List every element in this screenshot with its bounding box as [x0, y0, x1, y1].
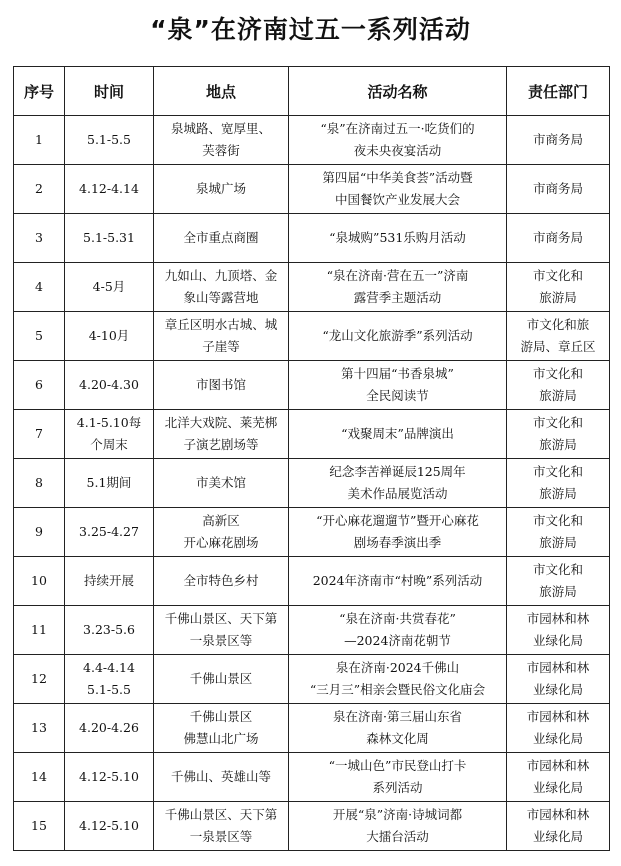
- time-cell-line: 4.1-5.10每: [76, 415, 142, 430]
- activity-cell: [289, 508, 507, 557]
- department-cell-line: 旅游局: [539, 535, 577, 550]
- department-cell: [507, 312, 610, 361]
- department-cell: [507, 655, 610, 704]
- activity-table: [13, 66, 610, 851]
- place-cell: [154, 214, 289, 263]
- table-row: [14, 459, 610, 508]
- activity-cell-line: “泉在济南·共赏春花”: [339, 611, 456, 626]
- activity-cell-line: 开展“泉”济南·诗城词都: [332, 807, 463, 822]
- activity-cell-line: 大擂台活动: [366, 829, 429, 844]
- place-cell-line: 象山等露营地: [183, 290, 259, 305]
- place-cell-line: 泉城广场: [195, 181, 246, 196]
- activity-cell: [289, 263, 507, 312]
- place-cell-line: 章丘区明水古城、城: [164, 317, 278, 332]
- serial-cell: 9: [14, 508, 65, 557]
- serial-cell: 5: [14, 312, 65, 361]
- activity-cell-line: 全民阅读节: [366, 388, 429, 403]
- activity-cell: [289, 116, 507, 165]
- department-cell: [507, 263, 610, 312]
- time-cell-line: 4.12-5.10: [79, 818, 139, 833]
- time-cell: [65, 508, 154, 557]
- place-cell: [154, 606, 289, 655]
- serial-cell: 8: [14, 459, 65, 508]
- place-cell: [154, 557, 289, 606]
- place-cell: [154, 361, 289, 410]
- activity-cell-line: “三月三”相亲会暨民俗文化庙会: [309, 682, 486, 697]
- serial-cell: 12: [14, 655, 65, 704]
- serial-cell: 10: [14, 557, 65, 606]
- department-cell: [507, 410, 610, 459]
- place-cell: [154, 655, 289, 704]
- table-row: [14, 214, 610, 263]
- activity-cell-line: 第四届“中华美食荟”活动暨: [322, 170, 473, 185]
- activity-cell: [289, 165, 507, 214]
- activity-cell-line: —2024济南花朝节: [344, 633, 451, 648]
- activity-cell-line: “泉在济南·营在五一”济南: [326, 268, 469, 283]
- activity-cell-line: “泉”在济南过五一·吃货们的: [320, 121, 475, 136]
- serial-cell: 1: [14, 116, 65, 165]
- table-header-row: [14, 67, 610, 116]
- time-cell: [65, 165, 154, 214]
- table-row: [14, 557, 610, 606]
- department-cell: [507, 214, 610, 263]
- place-cell: [154, 704, 289, 753]
- table-row: [14, 753, 610, 802]
- time-cell-line: 4-5月: [92, 279, 126, 294]
- activity-cell-line: 美术作品展览活动: [347, 486, 448, 501]
- place-cell: [154, 410, 289, 459]
- place-cell-line: 佛慧山北广场: [183, 731, 259, 746]
- table-row: [14, 165, 610, 214]
- department-cell: [507, 802, 610, 851]
- activity-cell-line: 露营季主题活动: [353, 290, 442, 305]
- department-cell-line: 旅游局: [539, 584, 577, 599]
- activity-cell: [289, 410, 507, 459]
- time-cell-line: 持续开展: [83, 573, 134, 588]
- department-cell: [507, 165, 610, 214]
- place-cell: [154, 802, 289, 851]
- time-cell-line: 4-10月: [88, 328, 130, 343]
- time-cell-line: 3.23-5.6: [83, 622, 135, 637]
- department-cell-line: 旅游局: [539, 290, 577, 305]
- place-cell: [154, 312, 289, 361]
- serial-cell: 13: [14, 704, 65, 753]
- activity-cell-line: “一城山色”市民登山打卡: [328, 758, 467, 773]
- place-cell: [154, 165, 289, 214]
- serial-cell: 7: [14, 410, 65, 459]
- time-cell-line: 4.20-4.30: [79, 377, 139, 392]
- place-cell-line: 千佛山景区: [189, 709, 253, 724]
- department-cell-line: 市文化和: [532, 513, 583, 528]
- place-cell: [154, 459, 289, 508]
- time-cell-line: 5.1-5.31: [83, 230, 135, 245]
- serial-cell: 15: [14, 802, 65, 851]
- time-cell: [65, 312, 154, 361]
- activity-cell: [289, 753, 507, 802]
- place-cell-line: 千佛山景区、天下第: [164, 611, 278, 626]
- table-row: [14, 704, 610, 753]
- department-cell: [507, 557, 610, 606]
- activity-cell-line: 剧场春季演出季: [353, 535, 442, 550]
- department-cell: [507, 361, 610, 410]
- time-cell: [65, 557, 154, 606]
- table-row: [14, 655, 610, 704]
- table-row: [14, 312, 610, 361]
- activity-cell: [289, 312, 507, 361]
- activity-cell-line: “开心麻花遛遛节”暨开心麻花: [316, 513, 479, 528]
- place-cell-line: 市图书馆: [195, 377, 246, 392]
- department-cell-line: 市文化和: [532, 562, 583, 577]
- time-cell-line: 5.1期间: [86, 475, 132, 490]
- table-row: [14, 116, 610, 165]
- table-row: [14, 508, 610, 557]
- time-cell: [65, 410, 154, 459]
- place-cell: [154, 508, 289, 557]
- place-cell-line: 九如山、九顶塔、金: [164, 268, 278, 283]
- place-cell: [154, 753, 289, 802]
- activity-cell-line: 夜未央夜宴活动: [353, 143, 442, 158]
- place-cell-line: 一泉景区等: [189, 829, 253, 844]
- place-cell-line: 全市重点商圈: [183, 230, 259, 245]
- place-cell-line: 泉城路、宽厚里、: [170, 121, 271, 136]
- table-row: [14, 263, 610, 312]
- table-row: [14, 802, 610, 851]
- department-cell-line: 旅游局: [539, 437, 577, 452]
- page-title: “泉”在济南过五一系列活动: [150, 15, 471, 44]
- serial-cell: 6: [14, 361, 65, 410]
- place-cell-line: 子崖等: [202, 339, 240, 354]
- place-cell-line: 一泉景区等: [189, 633, 253, 648]
- time-cell: [65, 116, 154, 165]
- serial-cell: 14: [14, 753, 65, 802]
- table-row: [14, 361, 610, 410]
- activity-cell-line: 第十四届“书香泉城”: [341, 366, 454, 381]
- department-cell: [507, 704, 610, 753]
- time-cell-line: 4.20-4.26: [79, 720, 139, 735]
- serial-cell: 4: [14, 263, 65, 312]
- department-cell-line: 业绿化局: [532, 682, 583, 697]
- activity-cell-line: 2024年济南市“村晚”系列活动: [312, 573, 483, 588]
- activity-cell: [289, 361, 507, 410]
- activity-cell: [289, 459, 507, 508]
- department-cell-line: 市文化和: [532, 415, 583, 430]
- time-cell: [65, 704, 154, 753]
- table-row: [14, 410, 610, 459]
- department-cell-line: 业绿化局: [532, 829, 583, 844]
- time-cell-line: 个周末: [90, 437, 128, 452]
- time-cell-line: 3.25-4.27: [79, 524, 139, 539]
- department-cell: [507, 116, 610, 165]
- place-cell: [154, 116, 289, 165]
- header-place: 地点: [154, 67, 289, 116]
- department-cell-line: 市园林和林: [526, 709, 590, 724]
- time-cell: [65, 263, 154, 312]
- activity-cell-line: “龙山文化旅游季”系列活动: [322, 328, 473, 343]
- place-cell-line: 子演艺剧场等: [183, 437, 259, 452]
- activity-cell: [289, 802, 507, 851]
- place-cell-line: 千佛山、英雄山等: [170, 769, 271, 784]
- department-cell-line: 市商务局: [532, 230, 583, 245]
- activity-cell: [289, 606, 507, 655]
- activity-cell-line: “戏聚周末”品牌演出: [341, 426, 454, 441]
- time-cell: [65, 459, 154, 508]
- activity-cell-line: 泉在济南·2024千佛山: [335, 660, 460, 675]
- time-cell: [65, 753, 154, 802]
- serial-cell: 3: [14, 214, 65, 263]
- activity-cell-line: 泉在济南·第三届山东省: [333, 709, 462, 724]
- department-cell-line: 市园林和林: [526, 660, 590, 675]
- department-cell-line: 市文化和: [532, 366, 583, 381]
- place-cell-line: 千佛山景区: [189, 671, 253, 686]
- table-body: [14, 116, 610, 851]
- activity-cell: [289, 704, 507, 753]
- time-cell-line: 5.1-5.5: [87, 682, 131, 697]
- header-time: 时间: [65, 67, 154, 116]
- department-cell-line: 游局、章丘区: [520, 339, 596, 354]
- time-cell-line: 5.1-5.5: [87, 132, 131, 147]
- department-cell: [507, 508, 610, 557]
- table-row: [14, 606, 610, 655]
- time-cell: [65, 655, 154, 704]
- time-cell: [65, 606, 154, 655]
- department-cell-line: 业绿化局: [532, 633, 583, 648]
- header-activity: 活动名称: [289, 67, 507, 116]
- place-cell: [154, 263, 289, 312]
- serial-cell: 11: [14, 606, 65, 655]
- department-cell: [507, 753, 610, 802]
- time-cell-line: 4.12-5.10: [79, 769, 139, 784]
- activity-cell-line: 纪念李苦禅诞辰125周年: [329, 464, 466, 479]
- activity-cell-line: 森林文化周: [366, 731, 429, 746]
- time-cell-line: 4.12-4.14: [79, 181, 139, 196]
- department-cell-line: 市商务局: [532, 181, 583, 196]
- time-cell: [65, 214, 154, 263]
- department-cell-line: 业绿化局: [532, 780, 583, 795]
- place-cell-line: 开心麻花剧场: [183, 535, 259, 550]
- department-cell-line: 市园林和林: [526, 807, 590, 822]
- activity-cell-line: “泉城购”531乐购月活动: [329, 230, 466, 245]
- place-cell-line: 芙蓉街: [202, 143, 240, 158]
- time-cell: [65, 361, 154, 410]
- time-cell-line: 4.4-4.14: [83, 660, 135, 675]
- place-cell-line: 市美术馆: [195, 475, 246, 490]
- department-cell-line: 业绿化局: [532, 731, 583, 746]
- place-cell-line: 全市特色乡村: [183, 573, 259, 588]
- department-cell-line: 市商务局: [532, 132, 583, 147]
- activity-cell-line: 系列活动: [372, 780, 423, 795]
- department-cell-line: 市文化和旅: [526, 317, 590, 332]
- time-cell: [65, 802, 154, 851]
- activity-cell-line: 中国餐饮产业发展大会: [334, 192, 460, 207]
- header-department: 责任部门: [507, 67, 610, 116]
- department-cell-line: 市园林和林: [526, 758, 590, 773]
- header-serial: 序号: [14, 67, 65, 116]
- department-cell-line: 市文化和: [532, 464, 583, 479]
- place-cell-line: 高新区: [202, 513, 240, 528]
- department-cell-line: 市园林和林: [526, 611, 590, 626]
- place-cell-line: 千佛山景区、天下第: [164, 807, 278, 822]
- serial-cell: 2: [14, 165, 65, 214]
- place-cell-line: 北洋大戏院、莱芜梆: [164, 415, 278, 430]
- department-cell-line: 旅游局: [539, 388, 577, 403]
- activity-cell: [289, 655, 507, 704]
- department-cell: [507, 606, 610, 655]
- department-cell-line: 旅游局: [539, 486, 577, 501]
- department-cell: [507, 459, 610, 508]
- department-cell-line: 市文化和: [532, 268, 583, 283]
- activity-cell: [289, 557, 507, 606]
- activity-cell: [289, 214, 507, 263]
